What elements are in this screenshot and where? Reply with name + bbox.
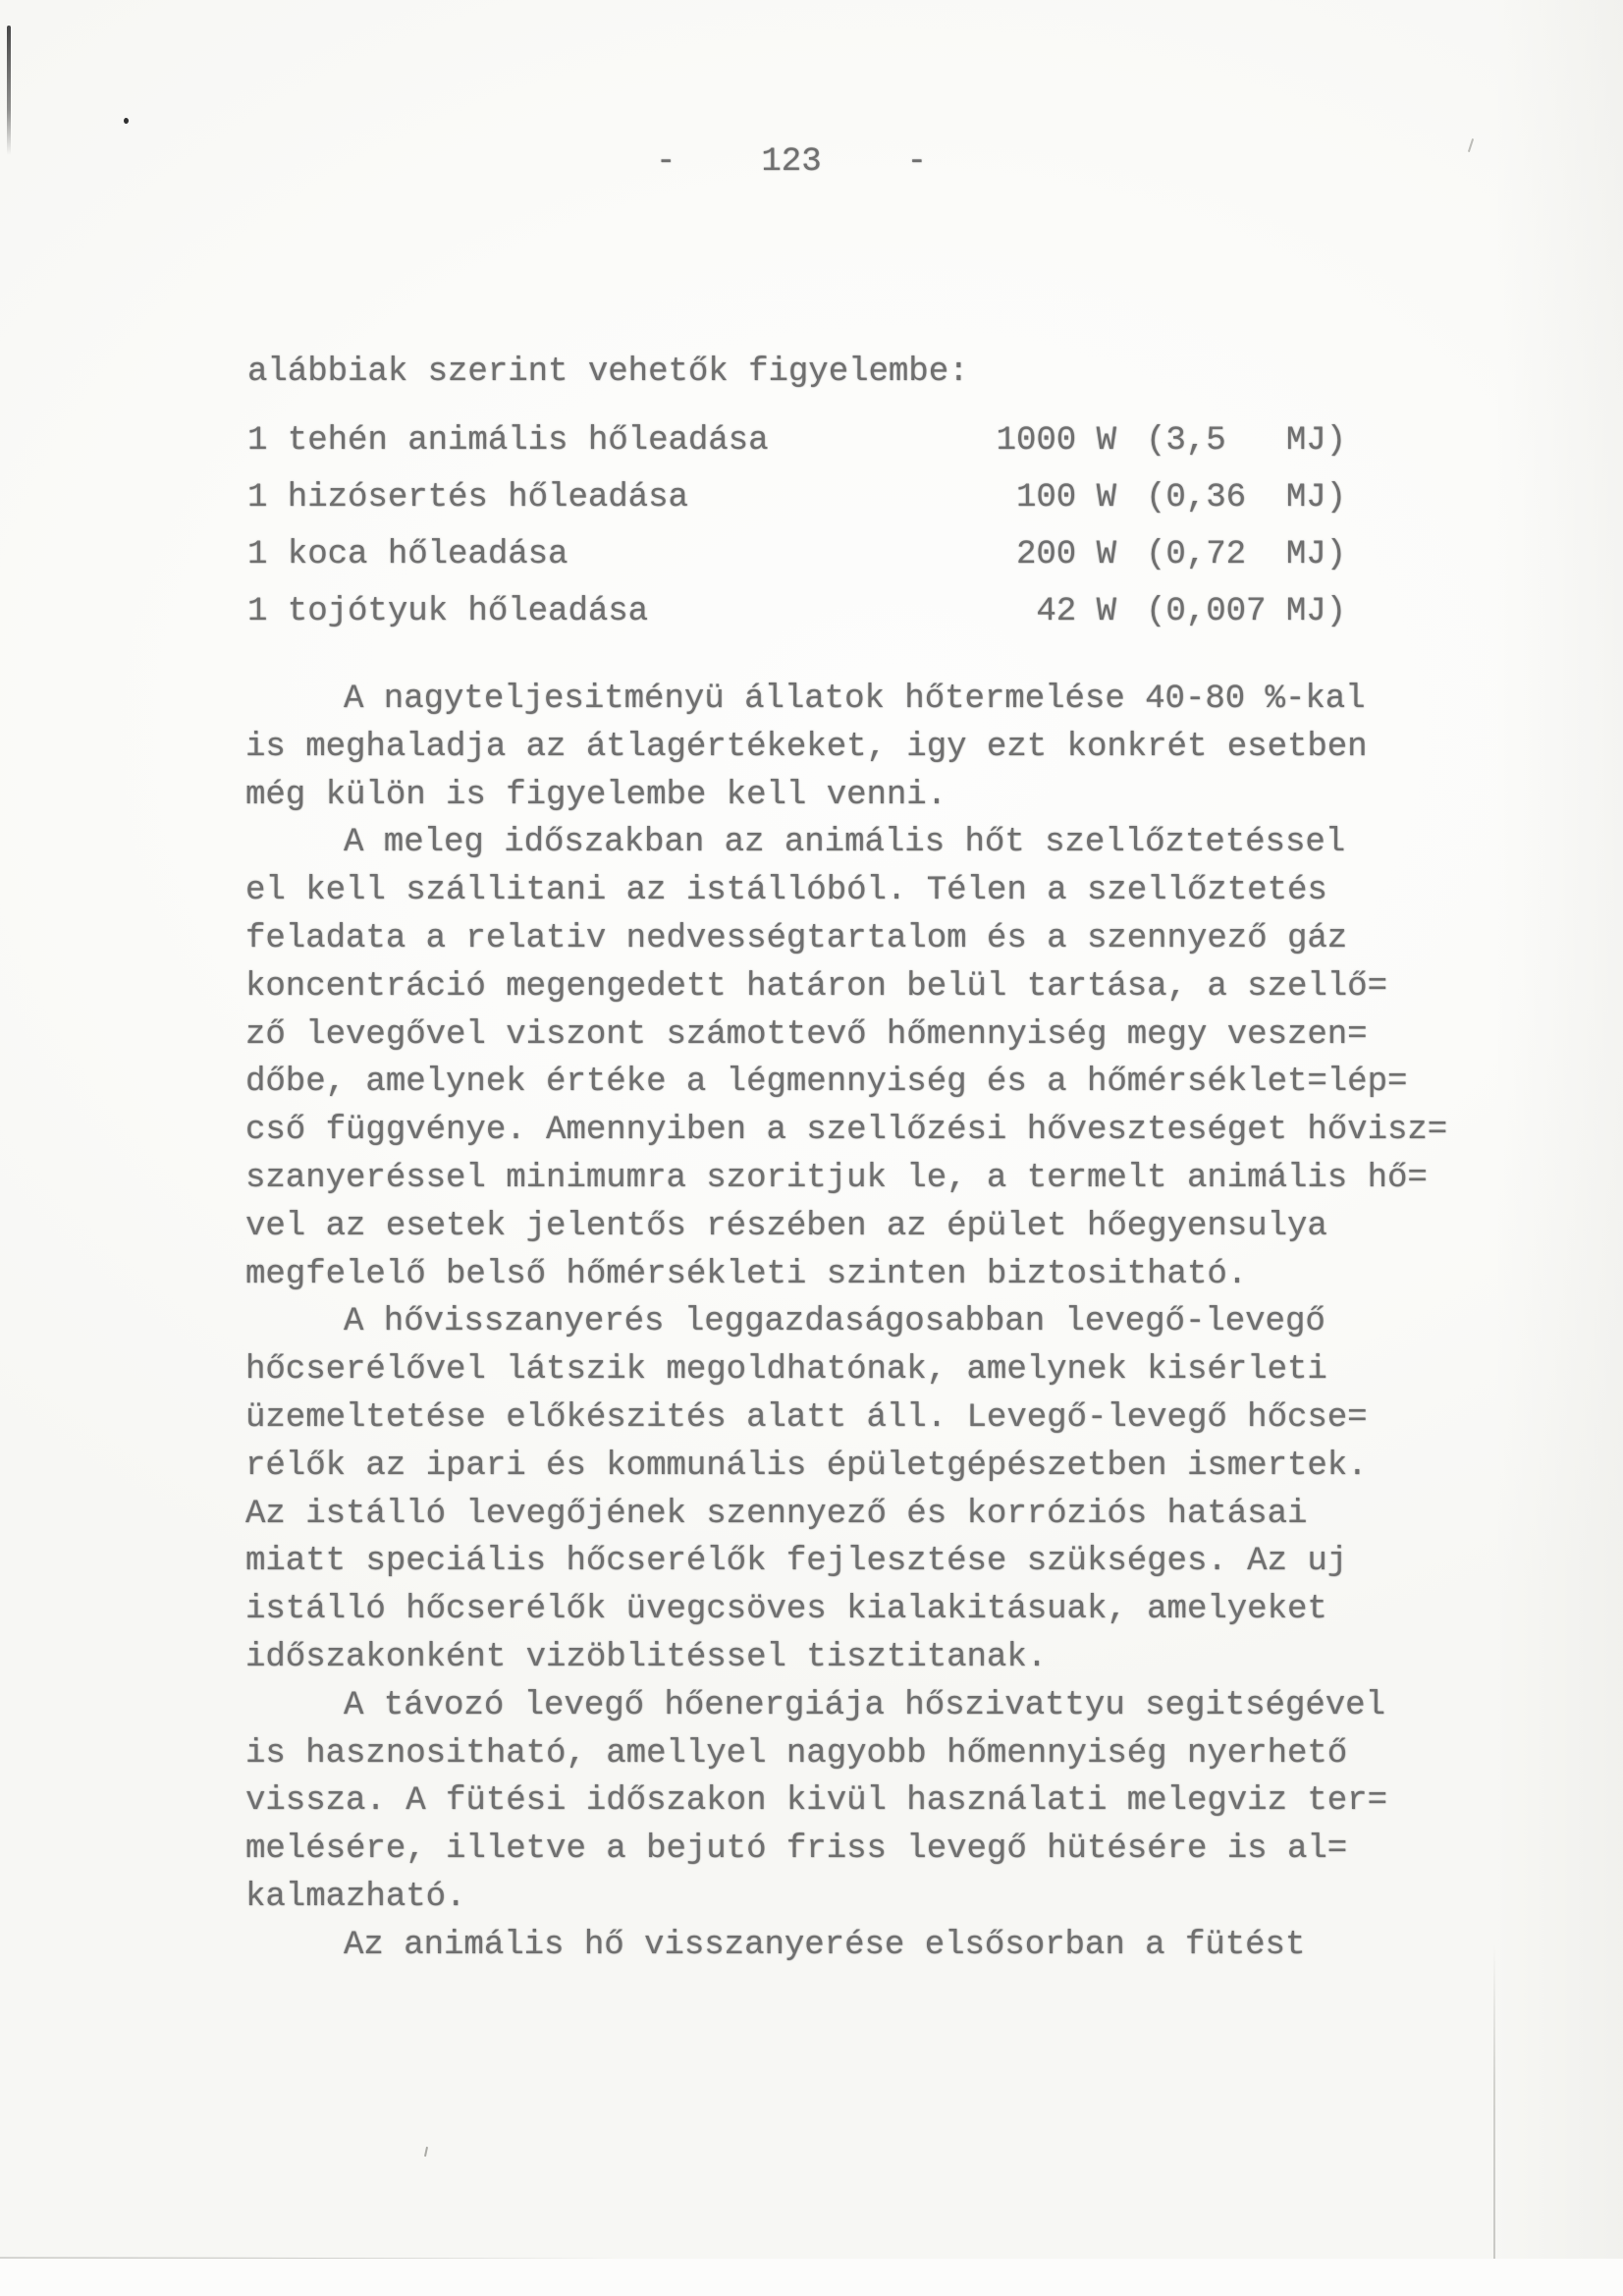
text-line: vissza. A fütési időszakon kivül használati melegviz ter= xyxy=(245,1782,1387,1821)
table-cell-power: 100 W xyxy=(1015,479,1116,517)
text-line: üzemeltetése előkészités alatt áll. Levegő-levegő hőcse= xyxy=(245,1398,1368,1437)
text-line: Az istálló levegőjének szennyező és korróziós hatásai xyxy=(245,1495,1308,1533)
paragraph xyxy=(245,1298,1502,1681)
intro-line: alábbiak szerint vehetők figyelembe: xyxy=(247,354,969,391)
text-line: vel az esetek jelentős részében az épület hőegyensulya xyxy=(245,1207,1327,1245)
table-cell-power: 42 W xyxy=(1036,593,1116,630)
table-cell-item: 1 hizósertés hőleadása xyxy=(247,479,688,517)
paragraph xyxy=(245,1682,1502,1922)
text-line: időszakonként vizöblitéssel tisztitanak. xyxy=(245,1638,1048,1676)
table-cell-energy: (0,36 MJ) xyxy=(1146,479,1347,517)
scan-artifact-left-edge-bar xyxy=(7,26,11,155)
text-line: A távozó levegő hőenergiája hőszivattyu segitségével xyxy=(344,1686,1385,1724)
text-line: ző levegővel viszont számottevő hőmennyiség megy veszen= xyxy=(245,1015,1368,1054)
scan-artifact-mark-bottom xyxy=(424,2147,428,2157)
text-line: megfelelő belső hőmérsékleti szinten biztositható. xyxy=(245,1255,1248,1293)
table-cell-power: 1000 W xyxy=(996,422,1116,460)
text-line: cső függvénye. Amennyiben a szellőzési hőveszteséget hővisz= xyxy=(245,1112,1448,1150)
text-line: el kell szállitani az istállóból. Télen a szellőztetés xyxy=(245,872,1327,910)
text-line: A nagyteljesitményü állatok hőtermelése 40-80 %-kal xyxy=(344,681,1366,718)
table-cell-item: 1 koca hőleadása xyxy=(247,536,568,574)
text-line: kalmazható. xyxy=(245,1878,466,1916)
text-line: még külön is figyelembe kell venni. xyxy=(245,776,947,814)
page-header xyxy=(656,143,927,181)
text-line: koncentráció megengedett határon belül tartása, a szellő= xyxy=(245,967,1387,1006)
heat-output-table xyxy=(247,422,1426,650)
table-cell-energy: (0,72 MJ) xyxy=(1146,536,1347,574)
scan-artifact-right-shading xyxy=(1493,0,1623,2296)
text-line: A meleg időszakban az animális hőt szellőztetéssel xyxy=(344,824,1346,862)
table-row xyxy=(247,593,1426,650)
table-cell-item: 1 tehén animális hőleadása xyxy=(247,422,769,460)
text-line: rélők az ipari és kommunális épületgépészetben ismertek. xyxy=(245,1447,1368,1485)
table-cell-energy: (3,5 MJ) xyxy=(1146,422,1347,460)
text-line: Az animális hő visszanyerése elsősorban a fütést xyxy=(344,1926,1306,1964)
text-line: hőcserélővel látszik megoldhatónak, amelynek kisérleti xyxy=(245,1351,1327,1390)
scan-artifact-paper-edge-right xyxy=(1493,1944,1495,2261)
table-row xyxy=(247,479,1426,536)
scan-artifact-ink-speck xyxy=(124,118,129,124)
scan-artifact-scanner-bed xyxy=(0,2259,1623,2296)
text-line: miatt speciális hőcserélők fejlesztése szükséges. Az uj xyxy=(245,1543,1348,1581)
table-row xyxy=(247,536,1426,593)
scan-artifact-mark-top-right xyxy=(1468,138,1474,152)
page-number: 123 xyxy=(761,143,822,181)
text-line: szanyeréssel minimumra szoritjuk le, a termelt animális hő= xyxy=(245,1159,1428,1197)
text-line: A hővisszanyerés leggazdaságosabban levegő-levegő xyxy=(344,1303,1325,1341)
text-line: istálló hőcserélők üvegcsöves kialakitásuak, amelyeket xyxy=(245,1591,1327,1629)
table-cell-item: 1 tojótyuk hőleadása xyxy=(247,593,649,630)
paragraph xyxy=(245,676,1502,819)
text-line: melésére, illetve a bejutó friss levegő hütésére is al= xyxy=(245,1831,1348,1869)
text-line: dőbe, amelynek értéke a légmennyiség és a hőmérséklet=lép= xyxy=(245,1064,1408,1102)
table-cell-power: 200 W xyxy=(1015,536,1116,574)
table-cell-energy: (0,007 MJ) xyxy=(1146,593,1347,630)
document-body xyxy=(245,676,1502,1970)
paragraph xyxy=(245,819,1502,1298)
text-line: is meghaladja az átlagértékeket, igy ezt konkrét esetben xyxy=(245,728,1368,766)
page-header-dash-left: - xyxy=(656,143,676,181)
paragraph xyxy=(245,1922,1502,1970)
text-line: is hasznositható, amellyel nagyobb hőmennyiség nyerhető xyxy=(245,1734,1348,1773)
table-row xyxy=(247,422,1426,479)
page-header-dash-right: - xyxy=(906,143,927,181)
text-line: feladata a relativ nedvességtartalom és a szennyező gáz xyxy=(245,919,1348,957)
